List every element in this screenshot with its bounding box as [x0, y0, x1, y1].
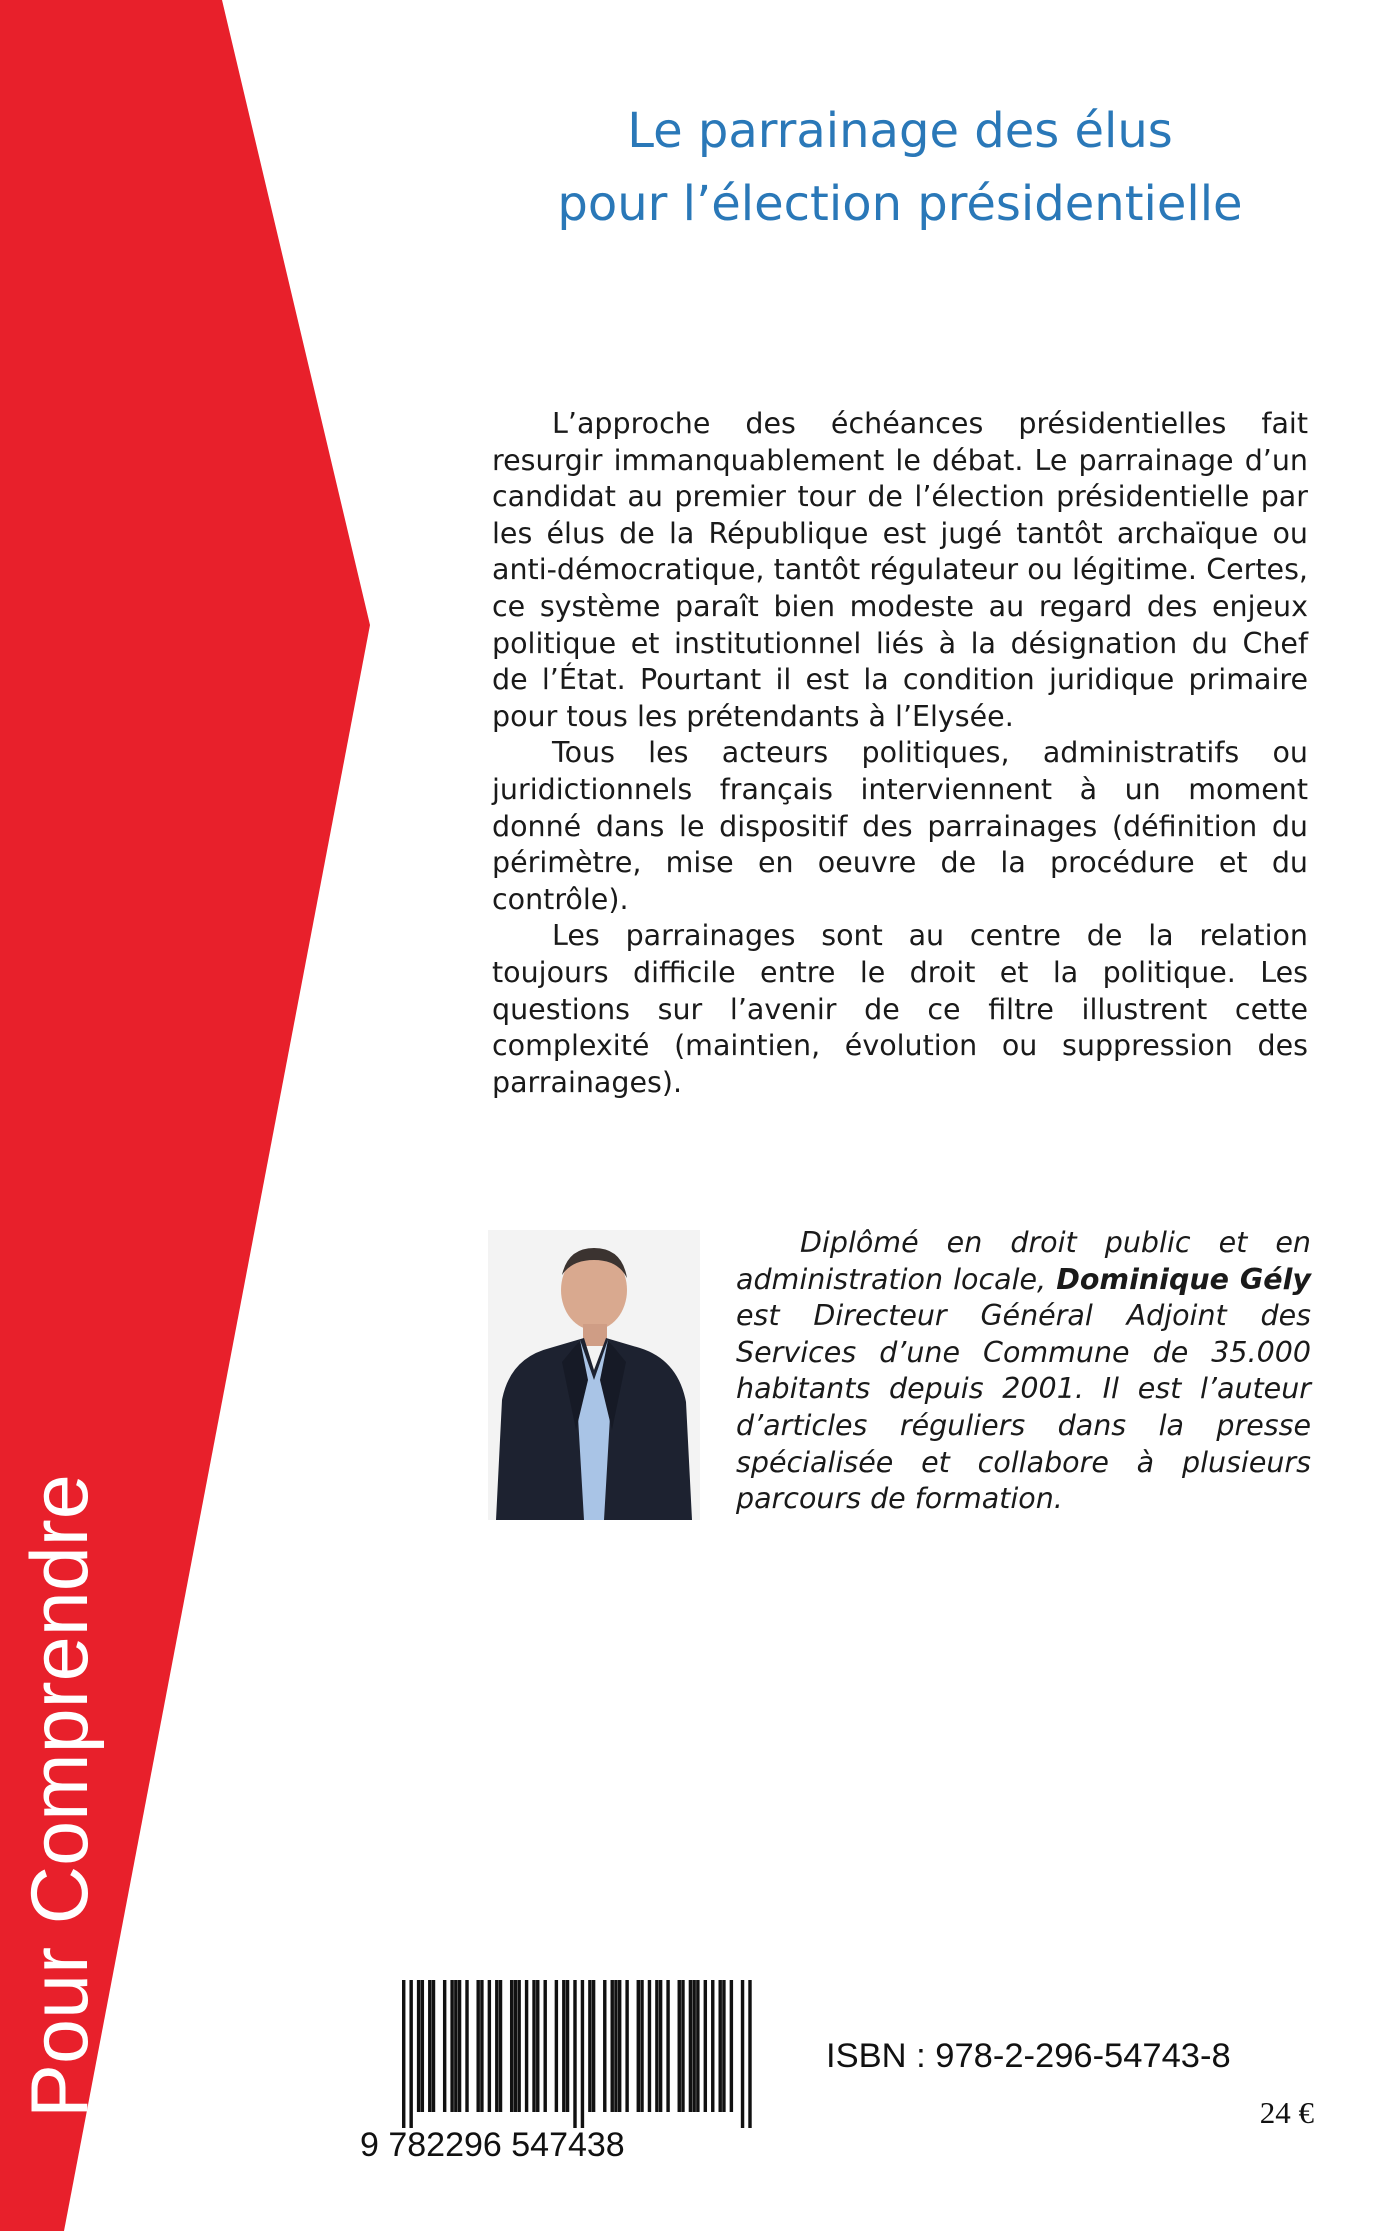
barcode-bar — [581, 1980, 584, 2128]
barcode-bar — [718, 1980, 721, 2112]
barcode-bar — [417, 1980, 420, 2112]
barcode-bar — [648, 1980, 651, 2112]
barcode-bar — [495, 1980, 498, 2112]
barcode-bar — [711, 1980, 714, 2112]
barcode-bar — [588, 1980, 591, 2112]
summary-paragraph: Les parrainages sont au centre de la relation toujours difficile entre le droit et la politique. Les questions sur l’avenir de ce filtre illustrent cette complexité (maintien, évolution ou suppression des parrainages). — [492, 919, 1308, 1099]
barcode-bar — [499, 1980, 502, 2112]
barcode-bar — [428, 1980, 431, 2112]
barcode-bar — [573, 1980, 576, 2128]
barcode-bar — [678, 1980, 681, 2112]
barcode-bar — [450, 1980, 453, 2112]
barcode-bar — [625, 1980, 628, 2112]
barcode-bar — [603, 1980, 606, 2112]
barcode-bar — [454, 1980, 457, 2112]
title-line-1: Le parrainage des élus — [627, 103, 1173, 159]
summary-paragraph: Tous les acteurs politiques, administratifs ou juridictionnels français interviennent à un moment donné dans le dispositif des parrainages (définition du périmètre, mise en oeuvre de la procédure et du contrôle). — [492, 736, 1308, 916]
barcode-bar — [562, 1980, 565, 2112]
bio-text: Diplômé en droit public et en administration locale, — [736, 1226, 1311, 1296]
barcode-bar — [566, 1980, 569, 2112]
barcode-bar — [592, 1980, 595, 2112]
price: 24 € — [1259, 2095, 1314, 2130]
barcode-bar — [525, 1980, 528, 2112]
back-cover-summary — [492, 406, 1308, 1101]
barcode-bar — [402, 1980, 405, 2128]
barcode-bar — [458, 1980, 461, 2112]
barcode-bar — [536, 1980, 539, 2112]
author-photo — [488, 1230, 700, 1520]
barcode-bar — [514, 1980, 517, 2112]
series-label: Pour Comprendre — [15, 1474, 105, 2118]
summary-paragraph: L’approche des échéances présidentielles fait resurgir immanquablement le débat. Le parrainage d’un candidat au premier tour de l’élection présidentielle par les élus de la République est jugé tantôt archaïque ou anti-démocratique, tantôt régulateur ou légitime. Certes, ce système paraît bien modeste au regard des enjeux politique et institutionnel liés à la désignation du Chef de l’État. Pourtant il est la condition juridique primaire pour tous les prétendants à l’Elysée. — [492, 407, 1308, 733]
barcode-bar — [692, 1980, 695, 2112]
barcode-bar — [432, 1980, 435, 2112]
barcode-bar — [696, 1980, 699, 2112]
barcode-bar — [730, 1980, 733, 2112]
isbn: ISBN : 978-2-296-54743-8 — [826, 2037, 1231, 2075]
title-line-2: pour l’élection présidentielle — [557, 176, 1243, 232]
barcode-bar — [748, 1980, 751, 2128]
barcode-bar — [659, 1980, 662, 2112]
barcode-bar — [611, 1980, 614, 2112]
barcode-bar — [722, 1980, 725, 2112]
barcode-bar — [488, 1980, 491, 2112]
barcode-bar — [517, 1980, 520, 2112]
barcode-bar — [681, 1980, 684, 2112]
barcode-number: 9 782296 547438 — [360, 2126, 625, 2164]
barcode-bar — [465, 1980, 468, 2112]
barcode-bar — [614, 1980, 617, 2112]
barcode-bar — [666, 1980, 669, 2112]
author-name: Dominique Gély — [1056, 1262, 1311, 1296]
barcode-bar — [689, 1980, 692, 2112]
barcode-bar — [618, 1980, 621, 2112]
barcode-bar — [409, 1980, 412, 2128]
ean-barcode — [360, 1980, 758, 2175]
barcode-bar — [476, 1980, 479, 2112]
barcode-bar — [421, 1980, 424, 2112]
barcode-bar — [480, 1980, 483, 2112]
bio-text: est Directeur Général Adjoint des Services d’une Commune de 35.000 habitants depuis 2001. Il est l’auteur d’articles réguliers dans la presse spécialisée et collabore à plusieurs parcours de formation. — [736, 1299, 1311, 1516]
barcode-bar — [510, 1980, 513, 2112]
barcode-bar — [543, 1980, 546, 2112]
author-bio — [736, 1225, 1311, 1518]
barcode-bar — [532, 1980, 535, 2112]
barcode-bar — [555, 1980, 558, 2112]
barcode-bar — [741, 1980, 744, 2128]
barcode-bar — [704, 1980, 707, 2112]
barcode-bar — [637, 1980, 640, 2112]
barcode-bar — [640, 1980, 643, 2112]
barcode-bars — [402, 1980, 752, 2128]
barcode-bar — [443, 1980, 446, 2112]
barcode-bar — [655, 1980, 658, 2112]
book-title — [470, 95, 1330, 241]
